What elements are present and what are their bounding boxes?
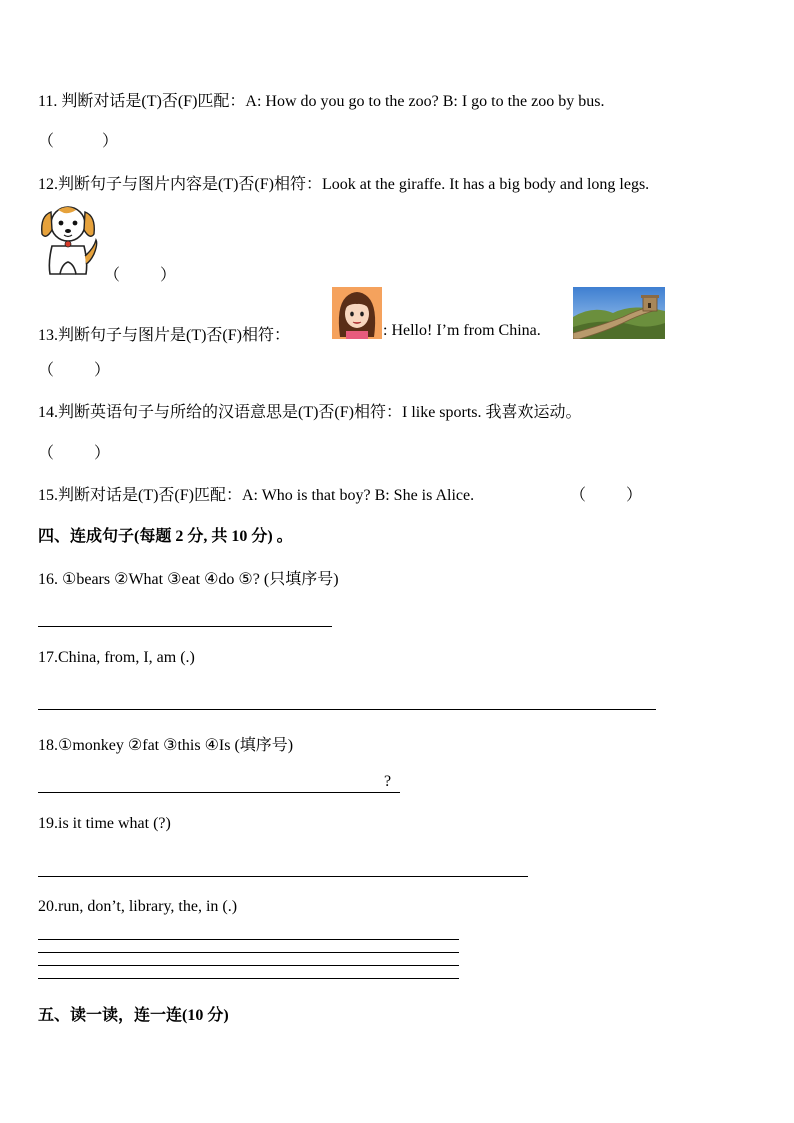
question-17-answer-line[interactable] [38,709,656,710]
question-16-answer-line[interactable] [38,626,332,627]
question-20-text: 20.run, don’t, library, the, in (.) [38,898,238,915]
question-19-answer-line[interactable] [38,876,528,877]
section-4-title: 四、连成句子(每题 2 分, 共 10 分) 。 [38,528,293,545]
question-13-text-before: 13.判断句子与图片是(T)否(F)相符： [38,327,290,344]
question-16-text: 16. ①bears ②What ③eat ④do ⑤? (只填序号) [38,571,339,588]
question-14-answer-blank[interactable]: （ ） [38,445,111,462]
great-wall-photo [573,287,665,339]
question-11-text: 11. 判断对话是(T)否(F)匹配：A: How do you go to the zoo? B: I go to the zoo by bus. [38,93,605,110]
question-18-text: 18.①monkey ②fat ③this ④Is (填序号) [38,737,294,754]
question-18-answer-line[interactable] [38,792,400,793]
question-14-text: 14.判断英语句子与所给的汉语意思是(T)否(F)相符：I like sports. 我喜欢运动。 [38,404,582,421]
question-20-answer-line-2[interactable] [38,952,459,953]
question-18-question-mark: ? [384,773,392,790]
question-20-answer-line-3[interactable] [38,965,459,966]
question-11-answer-blank[interactable]: （ ） [38,133,119,150]
question-17-text: 17.China, from, I, am (.) [38,649,195,666]
section-5-title: 五、读一读，连一连(10 分) [38,1007,229,1024]
question-12-answer-blank[interactable]: （ ） [104,267,177,284]
question-13-answer-blank[interactable]: （ ） [38,362,111,379]
question-15-text: 15.判断对话是(T)否(F)匹配：A: Who is that boy? B: She is Alice. [38,487,475,504]
puppy-icon [36,200,100,278]
question-19-text: 19.is it time what (?) [38,815,171,832]
girl-avatar-icon [332,287,382,339]
question-12-text: 12.判断句子与图片内容是(T)否(F)相符：Look at the giraffe. It has a big body and long legs. [38,176,650,193]
question-15-answer-blank[interactable]: （ ） [570,487,643,504]
question-20-answer-line-1[interactable] [38,939,459,940]
question-20-answer-line-4[interactable] [38,978,459,979]
question-13-text-after: : Hello! I’m from China. [383,322,541,339]
